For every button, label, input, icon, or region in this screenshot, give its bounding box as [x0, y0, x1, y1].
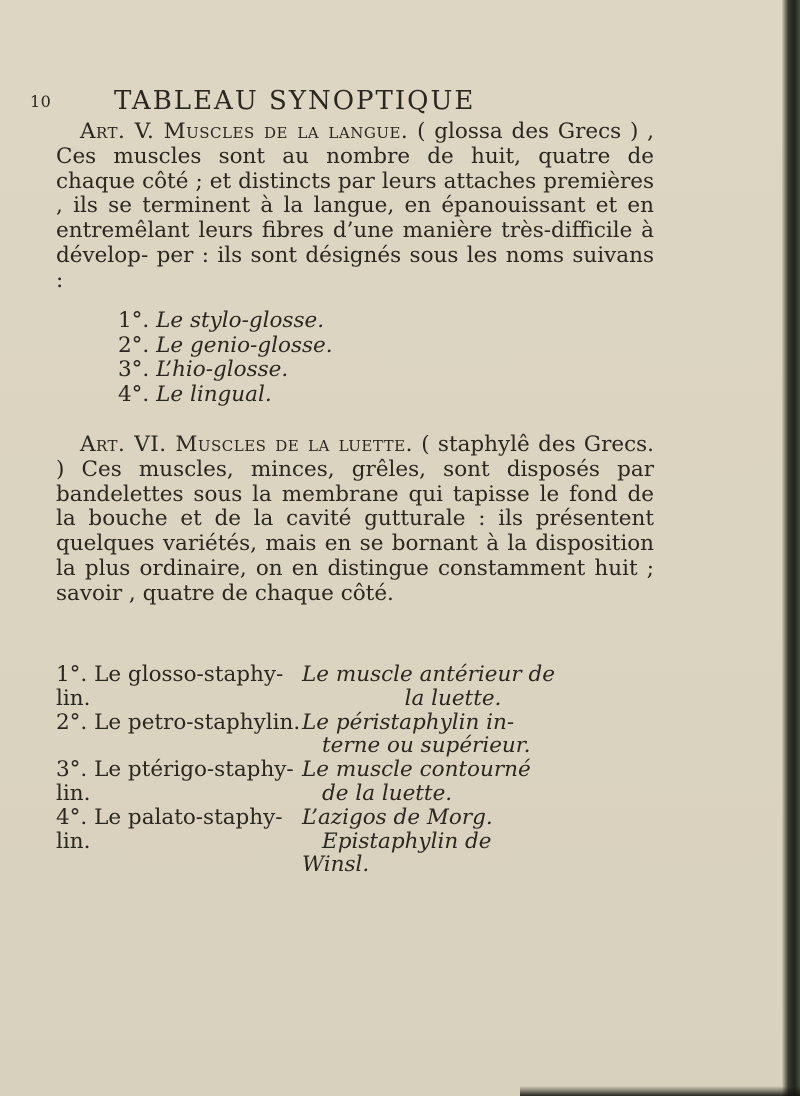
list-item: 2°. Le genio-glosse. — [118, 332, 333, 358]
book-binding-edge — [782, 0, 800, 1096]
table-row: 1°. Le glosso-staphy- lin. Le muscle antérieur de la luette. — [56, 662, 555, 711]
article-6-label: Art. VI. Muscles de la luette. — [80, 432, 413, 457]
running-head: TABLEAU SYNOPTIQUE — [114, 86, 476, 116]
article-6-text: ( staphylê des Grecs. ) Ces muscles, minces, grêles, sont disposés par bandelettes sous la membrane qui tapisse le fond de la bouche et de la cavité gutturale : ils présentent quelques variétés, mais en se bornant à la disposition la plus ordinaire, on en distingue constamment huit ; savoir , quatre de chaque côté. — [56, 432, 654, 606]
article-5-text: ( glossa des Grecs ) , Ces muscles sont au nombre de huit, quatre de chaque côté ; et distincts par leurs attaches premières , ils se terminent à la langue, en épanouissant et en entremêlant leurs fibres d’une manière très-difficile à dévelop- per : ils sont désignés sous les noms suivans : — [56, 119, 654, 293]
article-6 — [56, 433, 654, 607]
synonym-table — [56, 663, 666, 877]
page-number: 10 — [30, 92, 52, 111]
tongue-muscles-list — [118, 309, 333, 407]
page-shadow — [520, 1086, 800, 1096]
table-row: 3°. Le ptérigo-staphy- lin. Le muscle contourné de la luette. — [56, 757, 531, 806]
table-row: 4°. Le palato-staphy- lin. L’azigos de Morg. Epistaphylin de Winsl. — [56, 804, 493, 878]
list-item: 3°. L’hio-glosse. — [118, 357, 289, 383]
article-5-label: Art. V. Muscles de la langue. — [80, 119, 409, 144]
article-5 — [56, 120, 654, 294]
list-item: 4°. Le lingual. — [118, 381, 272, 407]
page-header — [30, 86, 670, 116]
table-row: 2°. Le petro-staphylin. Le péristaphylin in- terne ou supérieur. — [56, 709, 531, 759]
list-item: 1°. Le stylo-glosse. — [118, 308, 325, 333]
